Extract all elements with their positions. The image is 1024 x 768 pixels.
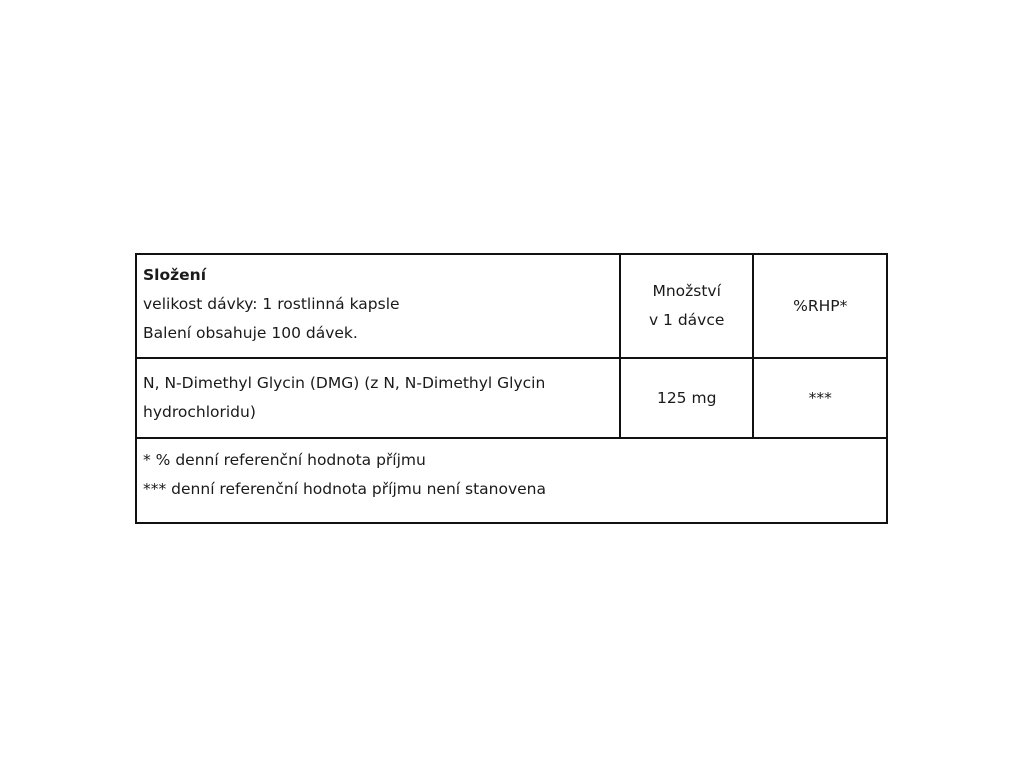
amount-header-cell bbox=[620, 254, 754, 358]
table-row bbox=[136, 358, 887, 438]
rhp-header-label: %RHP* bbox=[793, 296, 848, 315]
ingredient-rhp-cell bbox=[753, 358, 887, 438]
footnote-rhp: * % denní referenční hodnota příjmu bbox=[143, 451, 426, 469]
supplement-facts-table bbox=[135, 253, 888, 524]
rhp-header-cell bbox=[753, 254, 887, 358]
ingredient-rhp: *** bbox=[808, 388, 832, 407]
footnote-row bbox=[136, 438, 887, 523]
table-header-row bbox=[136, 254, 887, 358]
composition-title: Složení bbox=[143, 266, 207, 284]
amount-header-line2: v 1 dávce bbox=[648, 311, 725, 329]
package-text: Balení obsahuje 100 dávek. bbox=[143, 324, 358, 342]
footnote-cell bbox=[136, 438, 887, 523]
ingredient-name-line2: hydrochloridu) bbox=[143, 403, 256, 421]
ingredient-amount: 125 mg bbox=[656, 388, 717, 407]
amount-header-line1: Množství bbox=[652, 282, 721, 300]
composition-header-cell bbox=[136, 254, 620, 358]
ingredient-name-line1: N, N-Dimethyl Glycin (DMG) (z N, N-Dimethyl Glycin bbox=[143, 374, 546, 392]
ingredient-amount-cell bbox=[620, 358, 754, 438]
ingredient-name-cell bbox=[136, 358, 620, 438]
footnote-not-established: *** denní referenční hodnota příjmu není stanovena bbox=[143, 480, 546, 498]
serving-size-text: velikost dávky: 1 rostlinná kapsle bbox=[143, 295, 400, 313]
